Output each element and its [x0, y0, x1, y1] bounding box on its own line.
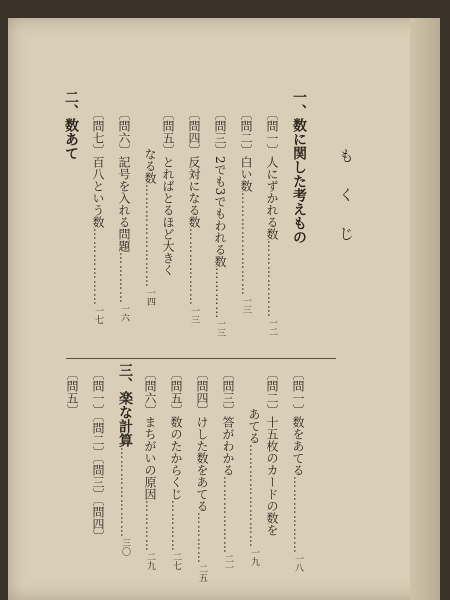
page-fold [410, 18, 440, 600]
section-heading-2: 二、数あて [63, 90, 79, 160]
section-heading-1: 一、数に関した考えもの [291, 90, 307, 244]
toc-item-5-cont: なる数……………………一四 [143, 148, 157, 306]
toc-item-l6: 〔問六〕まちがいの原因…………二九 [143, 368, 157, 570]
toc-item-1: 〔問一〕人にずかれる数………………一二 [265, 108, 279, 336]
toc-item-l5: 〔問五〕数のたからくじ…………二七 [169, 368, 183, 570]
toc-item-l3: 〔問三〕答がわかる………………二一 [221, 368, 235, 572]
toc-item-l4: 〔問四〕けした数をあてる…………二五 [195, 368, 209, 582]
toc-item-5: 〔問五〕とればとるほど大きく [161, 108, 175, 276]
toc-item-7: 〔問七〕百八という数………………一七 [91, 108, 105, 324]
toc-item-3: 〔問三〕2でも3でもわれる数…………一三 [213, 108, 227, 338]
toc-item-l2-cont: あてる……………………一九 [247, 408, 261, 566]
toc-item-l1: 〔問一〕数をあてる………………一八 [291, 368, 305, 572]
toc-item-6: 〔問六〕記号を入れる問題…………一六 [117, 108, 131, 322]
toc-item-2: 〔問二〕白い数……………………一三 [239, 108, 253, 314]
toc-item-l9: 〔問五〕 [65, 368, 79, 416]
section-heading-3: 三、楽な計算…………………三〇 [117, 363, 133, 556]
toc-item-4: 〔問四〕反対になる数………………一三 [187, 108, 201, 324]
toc-title: もくじ [337, 148, 355, 265]
toc-item-l2: 〔問二〕十五枚のカードの数を [265, 368, 279, 536]
toc-item-l8: 〔問一〕〔問二〕〔問三〕〔問四〕 [91, 368, 105, 542]
section-divider [66, 358, 336, 359]
book-page [8, 18, 440, 600]
